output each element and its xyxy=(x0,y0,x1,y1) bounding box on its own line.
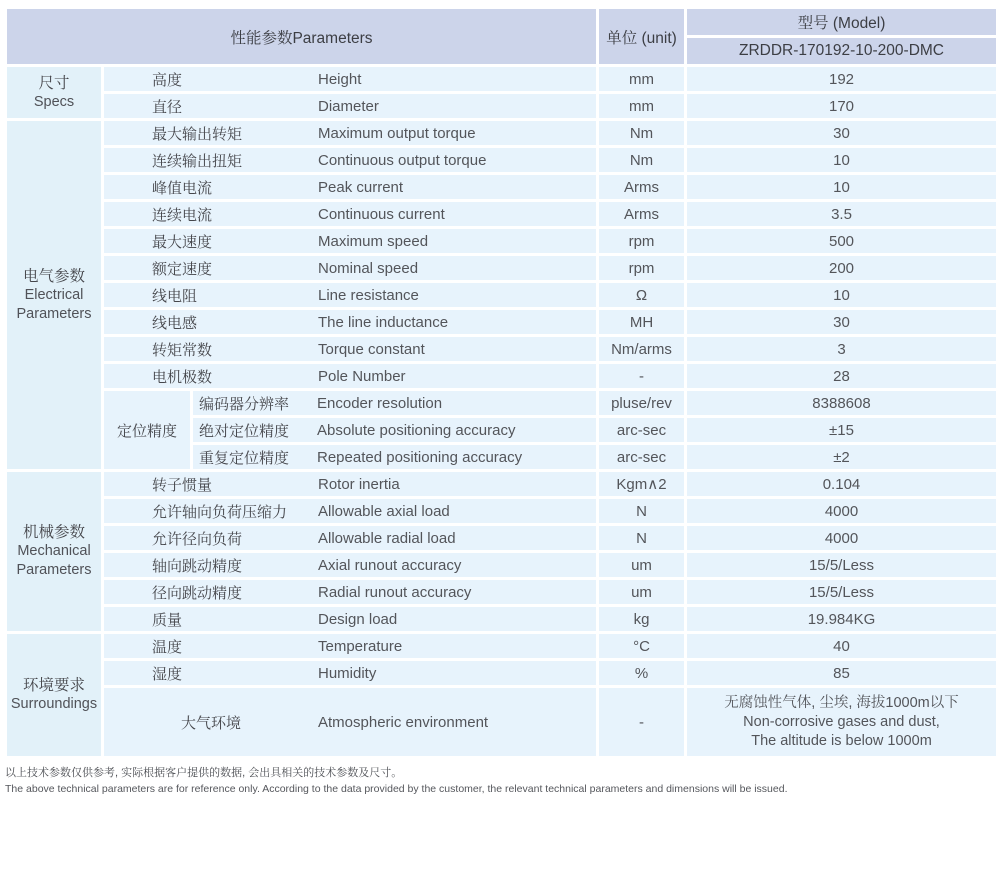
param-label-cn: 温度 xyxy=(152,638,183,656)
value-line: Non-corrosive gases and dust, xyxy=(743,713,940,730)
param-label-en: Pole Number xyxy=(318,367,406,385)
unit-cell: um xyxy=(598,579,686,606)
param-cell xyxy=(103,498,598,525)
section-label-en: Surroundings xyxy=(10,696,98,712)
value-cell: ±2 xyxy=(686,444,998,471)
table-row xyxy=(6,660,998,687)
unit-cell: mm xyxy=(598,66,686,93)
table-row xyxy=(6,93,998,120)
param-label-cn: 转矩常数 xyxy=(152,341,213,359)
table-row xyxy=(6,336,998,363)
header-model-label: 型号 (Model) xyxy=(686,8,998,37)
param-cell xyxy=(192,417,598,444)
unit-cell: Arms xyxy=(598,174,686,201)
table-row xyxy=(6,120,998,147)
param-label-en: Continuous current xyxy=(318,205,445,223)
group-cell-positioning-accuracy: 定位精度 xyxy=(103,390,192,471)
param-label-en: Nominal speed xyxy=(318,259,419,277)
table-row xyxy=(6,174,998,201)
section-label-cn: 尺寸 xyxy=(38,74,70,92)
value-cell: 4000 xyxy=(686,525,998,552)
param-label-cn: 线电感 xyxy=(152,314,198,332)
param-label-cn: 大气环境 xyxy=(180,714,241,732)
param-label-cn: 转子惯量 xyxy=(152,476,213,494)
param-label-cn: 最大输出转矩 xyxy=(152,125,243,143)
param-label-cn: 湿度 xyxy=(152,665,183,683)
header-row-1 xyxy=(6,8,998,37)
param-label-cn: 峰值电流 xyxy=(152,179,213,197)
param-cell xyxy=(103,363,598,390)
param-cell xyxy=(103,93,598,120)
value-cell: 10 xyxy=(686,147,998,174)
param-label-cn: 质量 xyxy=(152,611,183,629)
section-label-en: Mechanical xyxy=(17,543,91,559)
table-row xyxy=(6,147,998,174)
unit-cell: pluse/rev xyxy=(598,390,686,417)
unit-cell: °C xyxy=(598,633,686,660)
value-line: 无腐蚀性气体, 尘埃, 海拔1000m以下 xyxy=(724,694,959,711)
value-cell: 500 xyxy=(686,228,998,255)
header-unit: 单位 (unit) xyxy=(598,8,686,66)
param-label-cn: 允许径向负荷 xyxy=(152,530,243,548)
param-label-en: Radial runout accuracy xyxy=(318,583,472,601)
param-label-en: Maximum speed xyxy=(318,232,429,250)
footnote-en: The above technical parameters are for reference only. According to the data provided by the customer, the relevant technical parameters and dimensions will be issued. xyxy=(5,783,788,795)
unit-cell: arc-sec xyxy=(598,444,686,471)
table-row xyxy=(6,228,998,255)
param-label-en: Maximum output torque xyxy=(318,124,476,142)
param-cell xyxy=(103,228,598,255)
param-cell xyxy=(103,66,598,93)
param-label-en: Torque constant xyxy=(318,340,425,358)
table-row xyxy=(6,282,998,309)
unit-cell: rpm xyxy=(598,255,686,282)
section-label-en: Parameters xyxy=(16,305,92,322)
value-cell: 10 xyxy=(686,282,998,309)
section-cell xyxy=(6,120,103,471)
param-cell xyxy=(103,606,598,633)
table-row xyxy=(6,579,998,606)
section-label-cn: 环境要求 xyxy=(22,677,85,694)
value-cell: 85 xyxy=(686,660,998,687)
unit-cell: N xyxy=(598,498,686,525)
param-label-en: Design load xyxy=(318,610,398,628)
param-label-cn: 最大速度 xyxy=(152,233,213,251)
param-label-cn: 轴向跳动精度 xyxy=(152,557,243,575)
unit-cell: Nm/arms xyxy=(598,336,686,363)
table-row xyxy=(6,633,998,660)
unit-cell: rpm xyxy=(598,228,686,255)
param-label-en: Allowable axial load xyxy=(318,502,450,520)
table-row xyxy=(6,309,998,336)
value-cell: 8388608 xyxy=(686,390,998,417)
value-cell: 0.104 xyxy=(686,471,998,498)
unit-cell: - xyxy=(598,687,686,758)
param-cell xyxy=(103,687,598,758)
table-row xyxy=(6,687,998,758)
value-cell: 40 xyxy=(686,633,998,660)
param-cell xyxy=(103,552,598,579)
param-label-en: Axial runout accuracy xyxy=(318,556,462,574)
unit-cell: Ω xyxy=(598,282,686,309)
value-cell: 30 xyxy=(686,309,998,336)
value-cell: 170 xyxy=(686,93,998,120)
param-cell xyxy=(103,201,598,228)
table-row xyxy=(6,363,998,390)
param-label-en: Temperature xyxy=(318,637,403,655)
value-cell: 3.5 xyxy=(686,201,998,228)
unit-cell: Arms xyxy=(598,201,686,228)
table-row xyxy=(6,552,998,579)
param-label-cn: 线电阻 xyxy=(152,287,198,305)
param-cell xyxy=(103,147,598,174)
param-cell xyxy=(192,390,598,417)
table-row xyxy=(6,255,998,282)
param-label-en: Humidity xyxy=(318,664,377,682)
unit-cell: arc-sec xyxy=(598,417,686,444)
value-cell: 19.984KG xyxy=(686,606,998,633)
value-cell: 192 xyxy=(686,66,998,93)
param-label-en: Repeated positioning accuracy xyxy=(317,448,523,466)
param-label-en: Continuous output torque xyxy=(318,151,487,169)
param-label-en: Peak current xyxy=(318,178,404,196)
table-row xyxy=(6,606,998,633)
footnotes xyxy=(5,766,1000,797)
unit-cell: N xyxy=(598,525,686,552)
unit-cell: % xyxy=(598,660,686,687)
unit-cell: MH xyxy=(598,309,686,336)
param-cell xyxy=(103,255,598,282)
param-label-en: Allowable radial load xyxy=(318,529,456,547)
value-cell: ±15 xyxy=(686,417,998,444)
param-cell xyxy=(103,525,598,552)
param-cell xyxy=(192,444,598,471)
unit-cell: kg xyxy=(598,606,686,633)
unit-cell: um xyxy=(598,552,686,579)
unit-cell: - xyxy=(598,363,686,390)
unit-cell: Kgm∧2 xyxy=(598,471,686,498)
header-model-value: ZRDDR-170192-10-200-DMC xyxy=(686,37,998,66)
param-cell xyxy=(103,282,598,309)
param-label-cn: 直径 xyxy=(152,98,183,116)
unit-cell: Nm xyxy=(598,120,686,147)
param-cell xyxy=(103,309,598,336)
section-label-en: Specs xyxy=(33,93,75,110)
param-label-en: Absolute positioning accuracy xyxy=(317,421,516,439)
section-cell xyxy=(6,471,103,633)
section-label-en: Parameters xyxy=(16,562,92,578)
value-cell: 200 xyxy=(686,255,998,282)
param-cell xyxy=(103,174,598,201)
value-cell: 28 xyxy=(686,363,998,390)
value-cell: 10 xyxy=(686,174,998,201)
param-label-cn: 额定速度 xyxy=(152,260,213,278)
param-label-en: The line inductance xyxy=(318,313,449,331)
param-label-cn: 允许轴向负荷压缩力 xyxy=(152,503,288,521)
section-label-cn: 机械参数 xyxy=(22,524,85,541)
section-cell xyxy=(6,66,103,120)
param-cell xyxy=(103,660,598,687)
param-cell xyxy=(103,336,598,363)
param-label-cn: 重复定位精度 xyxy=(199,449,290,467)
value-cell: 4000 xyxy=(686,498,998,525)
param-label-en: Line resistance xyxy=(318,286,419,304)
section-label-cn: 电气参数 xyxy=(22,267,85,285)
spec-table xyxy=(4,6,999,759)
header-parameters: 性能参数Parameters xyxy=(6,8,598,66)
param-cell xyxy=(103,579,598,606)
param-cell xyxy=(103,120,598,147)
param-label-en: Rotor inertia xyxy=(318,475,400,493)
param-label-cn: 高度 xyxy=(152,71,183,89)
unit-cell: mm xyxy=(598,93,686,120)
param-label-en: Atmospheric environment xyxy=(318,713,489,731)
value-cell: 15/5/Less xyxy=(686,552,998,579)
spec-table-body xyxy=(6,66,998,758)
param-label-cn: 连续电流 xyxy=(152,206,213,224)
value-cell: 15/5/Less xyxy=(686,579,998,606)
value-cell xyxy=(686,687,998,758)
value-line: The altitude is below 1000m xyxy=(751,732,932,749)
unit-cell: Nm xyxy=(598,147,686,174)
table-row xyxy=(6,525,998,552)
value-cell: 30 xyxy=(686,120,998,147)
table-row xyxy=(6,390,998,417)
section-label-en: Electrical xyxy=(24,286,84,303)
table-row xyxy=(6,66,998,93)
param-label-cn: 电机极数 xyxy=(152,368,213,386)
param-cell xyxy=(103,633,598,660)
param-label-en: Diameter xyxy=(318,97,379,115)
param-label-cn: 径向跳动精度 xyxy=(152,584,243,602)
param-label-en: Encoder resolution xyxy=(317,394,443,412)
param-cell xyxy=(103,471,598,498)
table-row xyxy=(6,201,998,228)
param-label-cn: 绝对定位精度 xyxy=(199,422,290,440)
table-row xyxy=(6,471,998,498)
value-cell: 3 xyxy=(686,336,998,363)
table-row xyxy=(6,498,998,525)
section-cell xyxy=(6,633,103,758)
param-label-cn: 连续输出扭矩 xyxy=(152,152,243,170)
param-label-en: Height xyxy=(318,70,362,88)
param-label-cn: 编码器分辨率 xyxy=(199,395,290,413)
footnote-cn: 以上技术参数仅供参考, 实际根据客户提供的数据, 会出具相关的技术参数及尺寸。 xyxy=(5,767,403,779)
